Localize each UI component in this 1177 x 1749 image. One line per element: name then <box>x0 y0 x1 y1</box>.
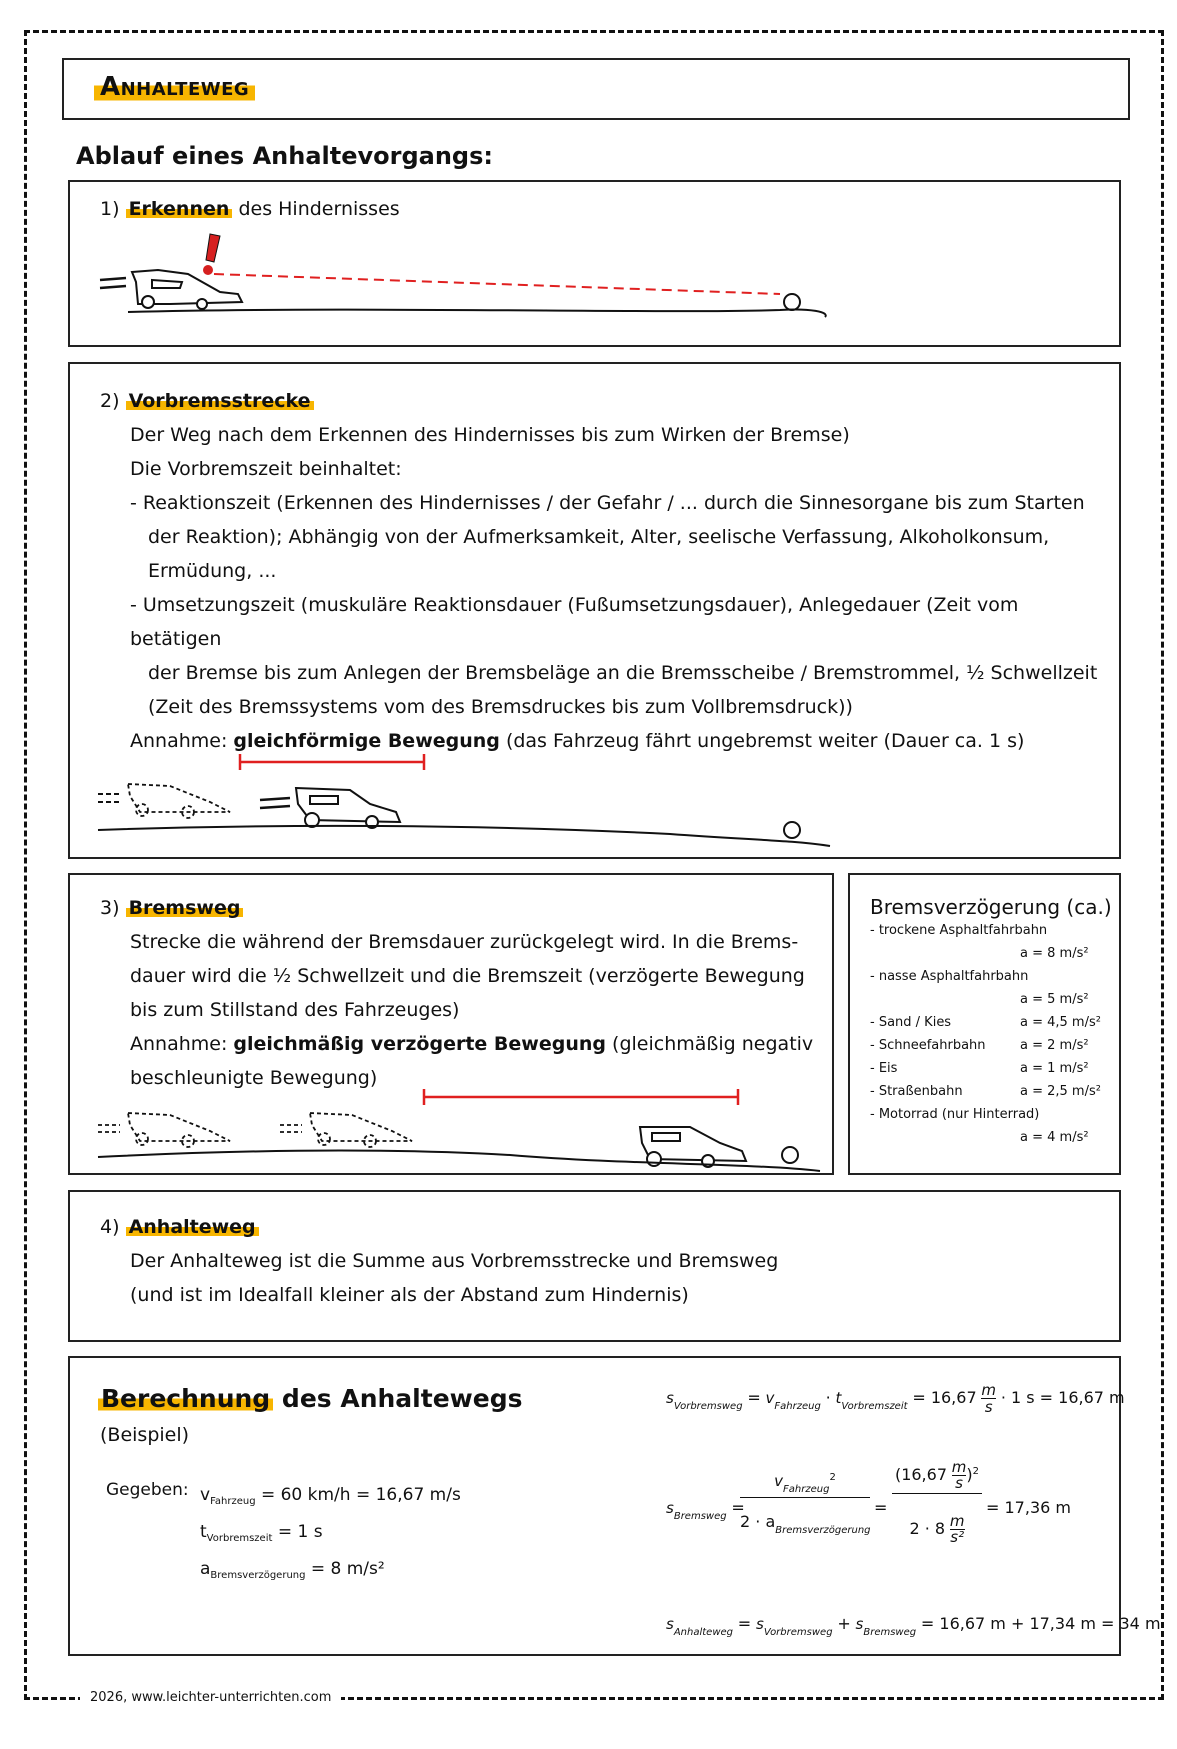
ghost-car-icon <box>98 1113 230 1147</box>
deceleration-item-value: a = 5 m/s² <box>1020 992 1089 1007</box>
footer: 2026, www.leichter-unterrichten.com <box>80 1690 341 1705</box>
section-4-box <box>68 1190 1121 1342</box>
deceleration-content <box>870 895 1115 1149</box>
section-1-keyword: Erkennen <box>126 198 233 220</box>
braking-distance-marker <box>424 1089 738 1105</box>
obstacle-icon <box>782 1147 798 1163</box>
section-3-box <box>68 873 834 1175</box>
speed-lines-icon <box>100 278 126 288</box>
given-deceleration: $a_{Bremsverzögerung} = 8$ m/s² <box>200 1559 385 1581</box>
given-velocity: $v_{Fahrzeug} = 60$ km/h = 16,67 m/s <box>200 1485 461 1507</box>
given-label: Gegeben: <box>106 1480 189 1500</box>
example-label: (Beispiel) <box>100 1424 190 1446</box>
page-title: Anhalteweg <box>94 72 255 102</box>
ghost-car-icon <box>280 1113 412 1147</box>
section-2-box <box>68 362 1121 859</box>
sight-line <box>214 274 780 294</box>
deceleration-item-value: a = 4 m/s² <box>1020 1130 1089 1145</box>
title-box <box>62 58 1130 120</box>
calculation-heading: Berechnung des Anhaltewegs <box>98 1384 522 1413</box>
ghost-car-icon <box>128 784 230 818</box>
subheading: Ablauf eines Anhaltevorgangs: <box>76 142 493 170</box>
section-2-content: 2) Vorbremsstrecke Der Weg nach dem Erkennen des Hindernisses bis zum Wirken der Bremse) Die Vorbremszeit beinhaltet: - Reaktionszeit (Erkennen des Hindernisses / der Gefahr / ... durch die Sinnesorgane bis zum Starten der Reaktion); Abhängig von der Aufmerksamkeit, Alter, seelische Verfassung, Alkoholkonsum, Ermüdung, ... - Umsetzungszeit (muskuläre Reaktionsdauer (Fußumsetzungsdauer), Anlegedauer (Zeit vom betätigen der Bremse bis zum Anlegen der Bremsbeläge an die Bremsscheibe / Bremstrommel, ½ Schwellzeit (Zeit des Bremssystems vom des Bremsdruckes bis zum Vollbremsdruck)) Annahme: gleichförmige Bewegung (das Fahrzeug fährt ungebremst weiter (Dauer ca. 1 s) <box>100 384 1110 758</box>
deceleration-item-label: - Motorrad (nur Hinterrad) <box>870 1107 1040 1122</box>
deceleration-item-label: - trockene Asphaltfahrbahn <box>870 923 1048 938</box>
deceleration-item: - Straßenbahn a = 2,5 m/s² <box>870 1084 1101 1099</box>
section-1-box <box>68 180 1121 347</box>
exclamation-icon <box>203 234 220 275</box>
road-line <box>98 826 830 846</box>
section-2-assumption: Annahme: gleichförmige Bewegung (das Fahrzeug fährt ungebremst weiter (Dauer ca. 1 s) <box>130 730 1025 752</box>
deceleration-item: - Schneefahrbahn a = 2 m/s² <box>870 1038 1089 1053</box>
car-icon <box>296 788 400 828</box>
section-2-keyword: Vorbremsstrecke <box>126 390 314 412</box>
road-line <box>128 309 826 317</box>
formula-stopping-distance: $s_{Anhalteweg} = s_{Vorbremsweg} + s_{Bremsweg} = 16,67$ m + 17,34 m = 34 m <box>666 1614 1161 1638</box>
deceleration-list <box>870 919 1115 1149</box>
deceleration-item: - Sand / Kies a = 4,5 m/s² <box>870 1015 1101 1030</box>
formula-prebrake-distance: $s_{Vorbremsweg} = v_{Fahrzeug} \cdot t_{Vorbremszeit} = 16,67$ $\frac{m}{s}$ · 1 s = 16,67 m <box>666 1381 1125 1416</box>
section-3-heading: 3) Bremsweg <box>100 891 830 925</box>
prebrake-distance-marker <box>240 754 424 770</box>
section-2-heading: 2) Vorbremsstrecke <box>100 384 1110 418</box>
obstacle-icon <box>784 822 800 838</box>
obstacle-icon <box>784 294 800 310</box>
deceleration-item-label: - nasse Asphaltfahrbahn <box>870 969 1029 984</box>
section-4-content: 4) Anhalteweg Der Anhalteweg ist die Summe aus Vorbremsstrecke und Bremsweg (und ist im Idealfall kleiner als der Abstand zum Hindernis) <box>100 1210 1110 1312</box>
given-time: $t_{Vorbremszeit} = 1$ s <box>200 1522 323 1544</box>
section-3-keyword: Bremsweg <box>126 897 244 919</box>
section-4-heading: 4) Anhalteweg <box>100 1210 1110 1244</box>
section-4-keyword: Anhalteweg <box>126 1216 259 1238</box>
deceleration-item-value: a = 8 m/s² <box>1020 946 1089 961</box>
braking-sketch <box>70 875 836 1177</box>
formula-braking-distance: $s_{Bremsweg}$ = $v_{Fahrzeug}^2$ $2 \cdot a_{Bremsverzögerung}$ = (16,67 $\frac{m}{s}$ )$^2$ 2 · 8 $\frac{m}{\text{s²}}$ = 17,36 m <box>666 1458 1071 1546</box>
deceleration-item: - Eis a = 1 m/s² <box>870 1061 1089 1076</box>
deceleration-title: Bremsverzögerung (ca.) <box>870 895 1112 919</box>
car-icon <box>640 1127 746 1167</box>
recognition-sketch <box>70 182 1123 349</box>
prebrake-sketch <box>70 364 1123 861</box>
section-3-assumption: Annahme: gleichmäßig verzögerte Bewegung (gleichmäßig negativ <box>130 1033 814 1055</box>
car-icon <box>132 270 242 309</box>
section-3-content: 3) Bremsweg Strecke die während der Bremsdauer zurückgelegt wird. In die Brems- dauer wird die ½ Schwellzeit und die Bremszeit (verzögerte Bewegung bis zum Stillstand des Fahrzeuges) Annahme: gleichmäßig verzögerte Bewegung (gleichmäßig negativ beschleunigte Bewegung) <box>100 891 830 1095</box>
deceleration-box <box>848 873 1121 1175</box>
given-values <box>200 1480 461 1591</box>
section-1-heading: 1) Erkennen des Hindernisses <box>100 198 400 220</box>
